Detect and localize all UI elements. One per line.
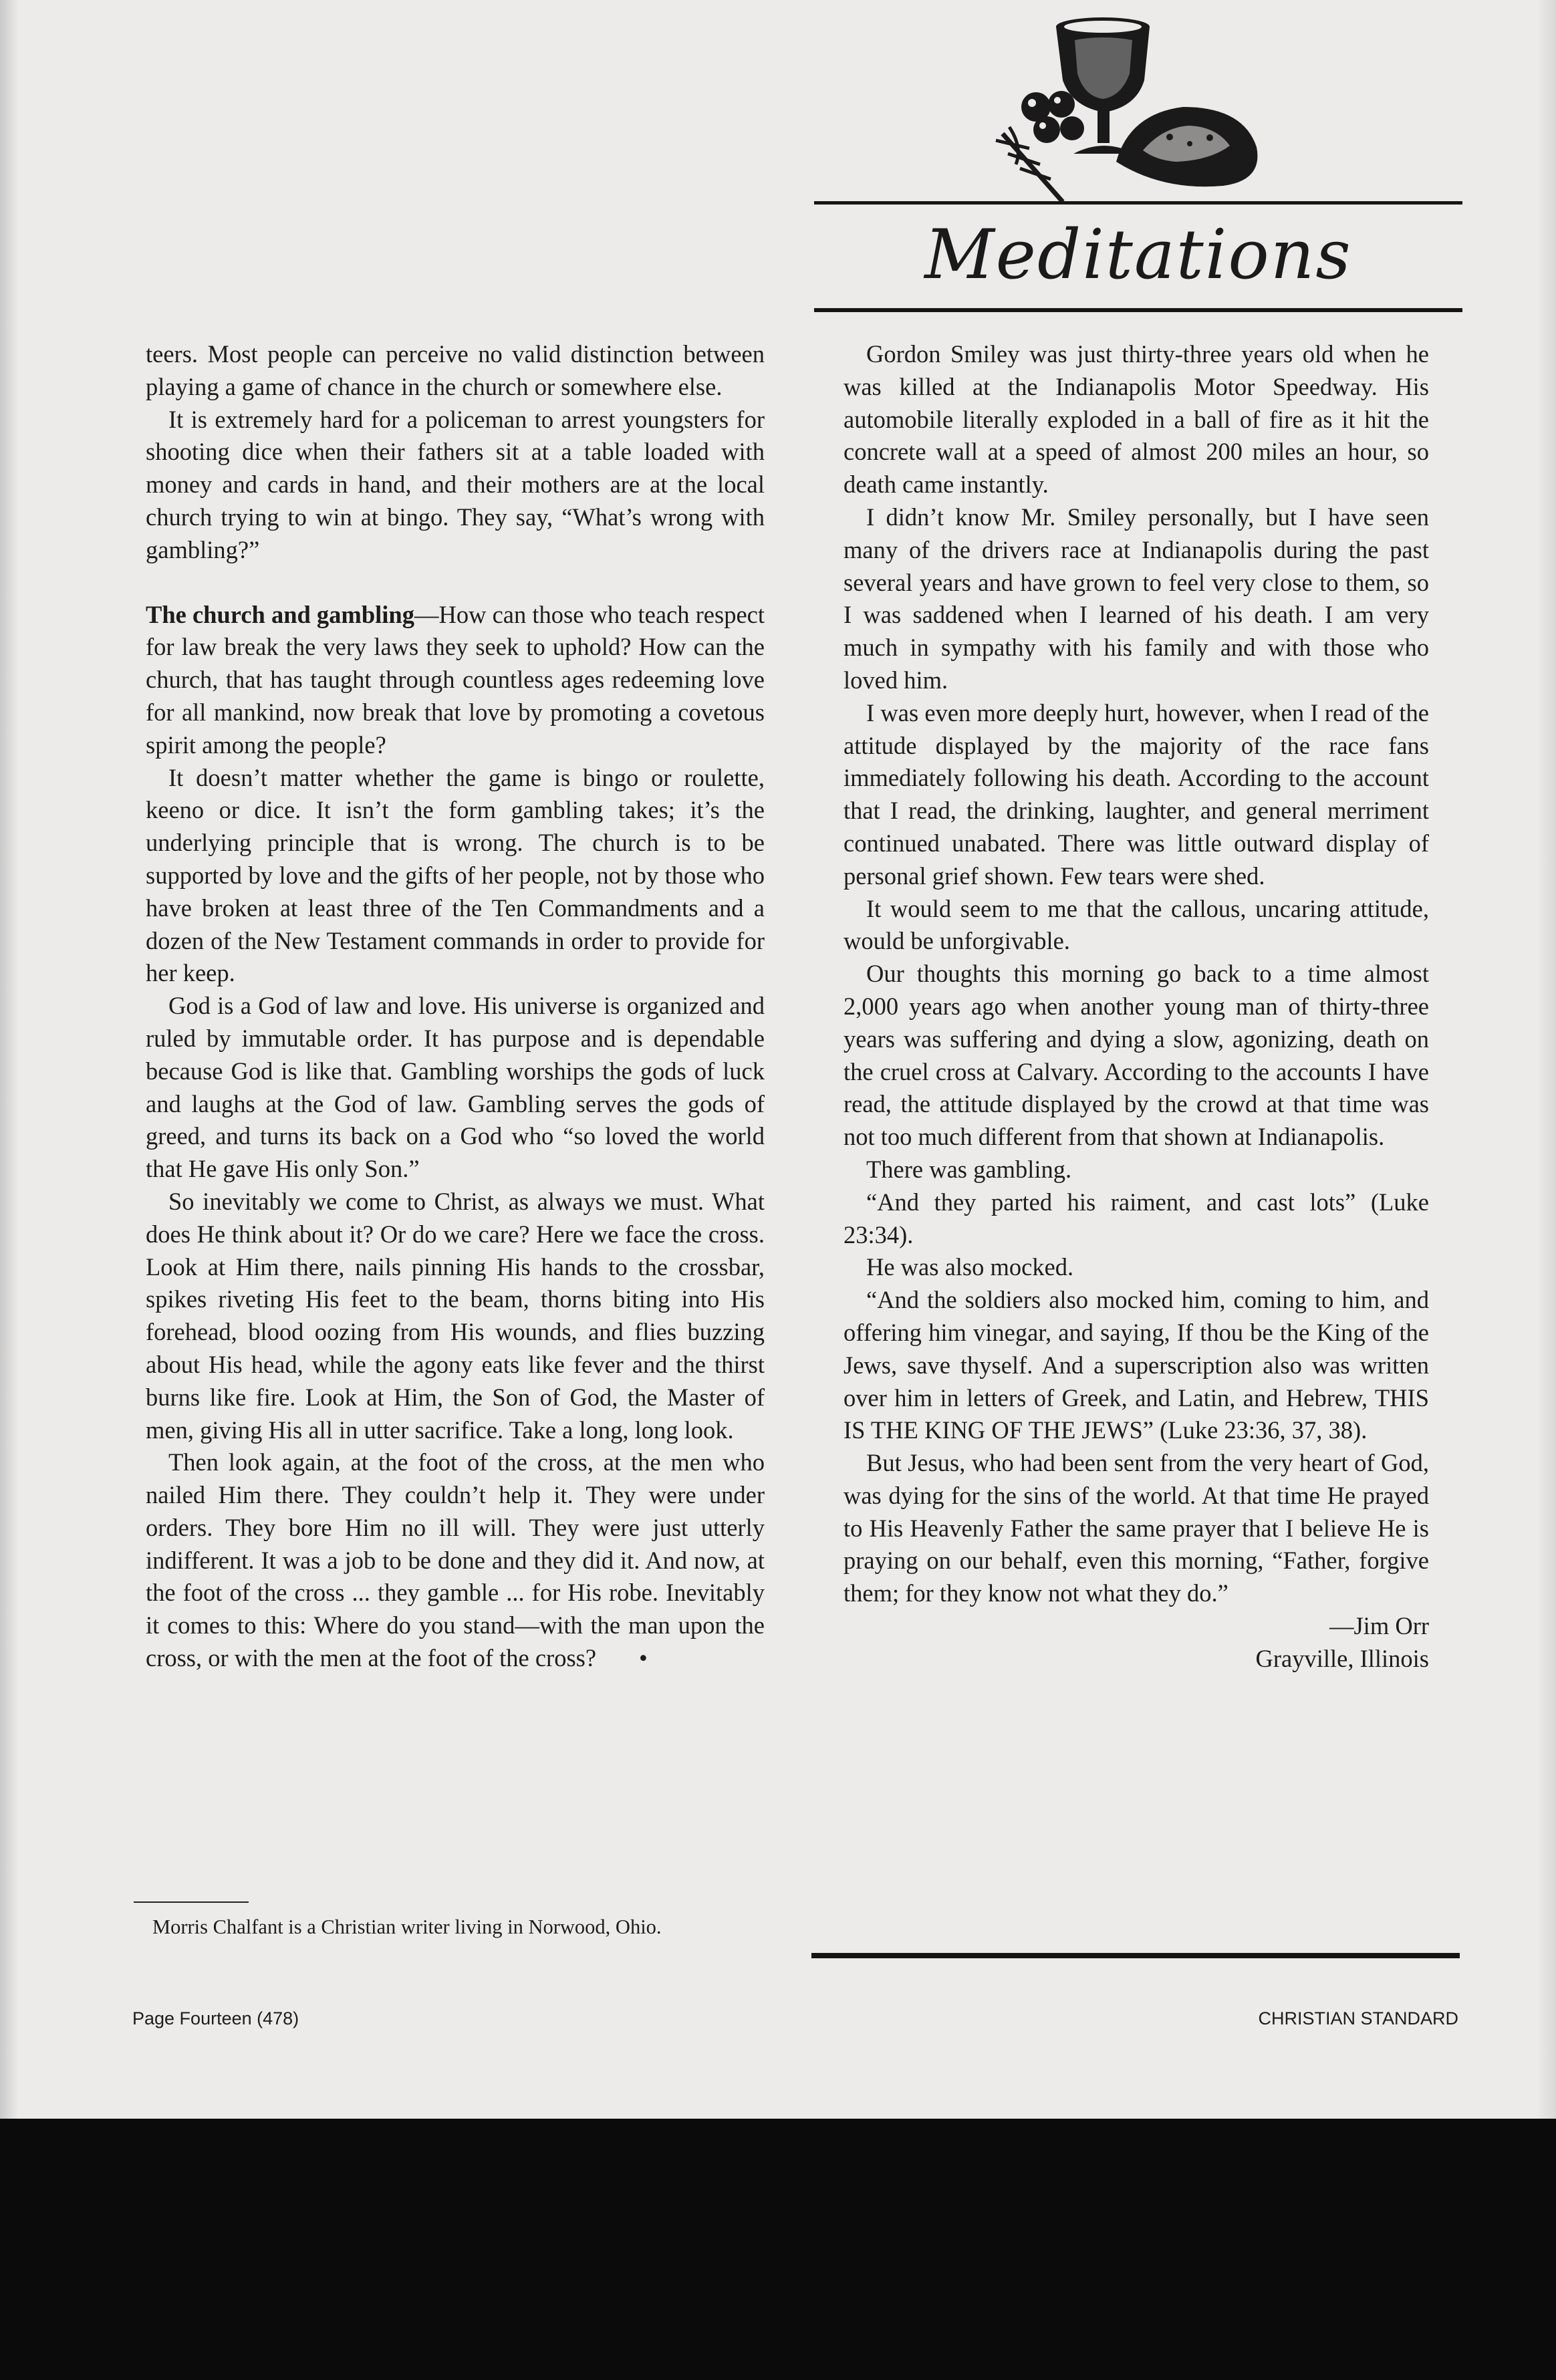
meditation-column xyxy=(844,338,1429,1676)
still-life-illustration-icon xyxy=(989,7,1283,207)
left-article-column xyxy=(146,338,765,1675)
bio-rule xyxy=(134,1901,249,1903)
end-mark: • xyxy=(638,1644,648,1672)
paragraph xyxy=(146,1446,765,1675)
signature-place: Grayville, Illinois xyxy=(1255,1644,1429,1672)
section-title: Meditations xyxy=(924,215,1352,295)
paragraph: “And they parted his raiment, and cast lots” (Luke 23:34). xyxy=(844,1188,1429,1248)
bottom-rule xyxy=(811,1953,1460,1958)
paragraph: I was even more deeply hurt, however, when I read of the attitude displayed by the majority of the race fans immediately following his death. According to the account that I read, the drinking, laughter, and general merriment continued unabated. There was little outward display of personal grief shown. Few tears were shed. xyxy=(844,698,1429,890)
subhead: The church and gambling xyxy=(146,600,414,628)
header-rule-bottom xyxy=(814,308,1462,312)
publication-name: CHRISTIAN STANDARD xyxy=(1258,2008,1458,2028)
paragraph: It would seem to me that the callous, uncaring attitude, would be unforgivable. xyxy=(844,894,1429,955)
paragraph: God is a God of law and love. His universe is organized and ruled by immutable order. It has purpose and is dependable because God is like that. Gambling worships the gods of luck and laughs at the God of law. Gambling serves the gods of greed, and turns its back on a God who “so loved the world that He gave His only Son.” xyxy=(146,992,765,1183)
paragraph: teers. Most people can perceive no valid distinction between playing a game of chance in the church or somewhere else. xyxy=(146,340,765,400)
signature-name: —Jim Orr xyxy=(1329,1612,1429,1640)
paragraph: Our thoughts this morning go back to a time almost 2,000 years ago when another young man of thirty-three years was suffering and dying a slow, agonizing, death on the cruel cross at Calvary. According to the accounts I have read, the attitude displayed by the crowd at that time was not too much different from that shown at Indianapolis. xyxy=(844,960,1429,1151)
header-rule-top xyxy=(814,201,1462,205)
paragraph: There was gambling. xyxy=(866,1155,1072,1183)
paragraph: But Jesus, who had been sent from the very heart of God, was dying for the sins of the world. At that time He prayed to His Heavenly Father the same prayer that I believe He is praying on our behalf, even this morning, “Father, forgive them; for they know not what they do.” xyxy=(844,1449,1429,1607)
paragraph-text: —How can those who teach respect for law break the very laws they seek to uphold? How can the church, that has taught through countless ages redeeming love for all mankind, now break that love by promoting a covetous spirit among the people? xyxy=(146,600,765,759)
author-bio: Morris Chalfant is a Christian writer living in Norwood, Ohio. xyxy=(152,1915,662,1938)
paragraph: Gordon Smiley was just thirty-three years old when he was killed at the Indianapolis Motor Speedway. His automobile literally exploded in a ball of fire as it hit the concrete wall at a speed of almost 200 miles an hour, so death came instantly. xyxy=(844,340,1429,499)
paragraph-with-subhead xyxy=(146,599,765,762)
paragraph: “And the soldiers also mocked him, coming to him, and offering him vinegar, and saying, If thou be the King of the Jews, save thyself. And a superscription also was written over him in letters of Greek, and Latin, and Hebrew, THIS IS THE KING OF THE JEWS” (Luke 23:36, 37, 38). xyxy=(844,1286,1429,1444)
paragraph: I didn’t know Mr. Smiley personally, but I have seen many of the drivers race at Indianapolis during the past several years and have grown to feel very close to them, so I was saddened when I learned of his death. I am very much in sympathy with his family and with those who loved him. xyxy=(844,503,1429,694)
paragraph: He was also mocked. xyxy=(866,1253,1074,1281)
paragraph: So inevitably we come to Christ, as always we must. What does He think about it? Or do we care? Here we face the cross. Look at Him there, nails pinning His hands to the crossbar, spikes riveting His feet to the beam, thorns biting into His forehead, blood oozing from His wounds, and flies buzzing about His head, while the agony eats like fever and the thirst burns like fire. Look at Him, the Son of God, the Master of men, giving His all in utter sacrifice. Take a long, long look. xyxy=(146,1187,765,1444)
paragraph: It is extremely hard for a policeman to arrest youngsters for shooting dice when their fathers sit at a table loaded with money and cards in hand, and their mothers are at the local church trying to win at bingo. They say, “What’s wrong with gambling?” xyxy=(146,405,765,563)
paragraph-text: Then look again, at the foot of the cross, at the men who nailed Him there. They couldn’t help it. They were under orders. They bore Him no ill will. They were just utterly indifferent. It was a job to be done and they did it. And now, at the foot of the cross ... they gamble ... for His robe. Inevitably it comes to this: Where do you stand—with the man upon the cross, or with the men at the foot of the cross? xyxy=(146,1448,765,1672)
paragraph: It doesn’t matter whether the game is bingo or roulette, keeno or dice. It isn’t the form gambling takes; it’s the underlying principle that is wrong. The church is to be supported by love and the gifts of her people, not by those who have broken at least three of the Ten Commandments and a dozen of the New Testament commands in order to provide for her keep. xyxy=(146,763,765,987)
page-number: Page Fourteen (478) xyxy=(132,2008,299,2028)
